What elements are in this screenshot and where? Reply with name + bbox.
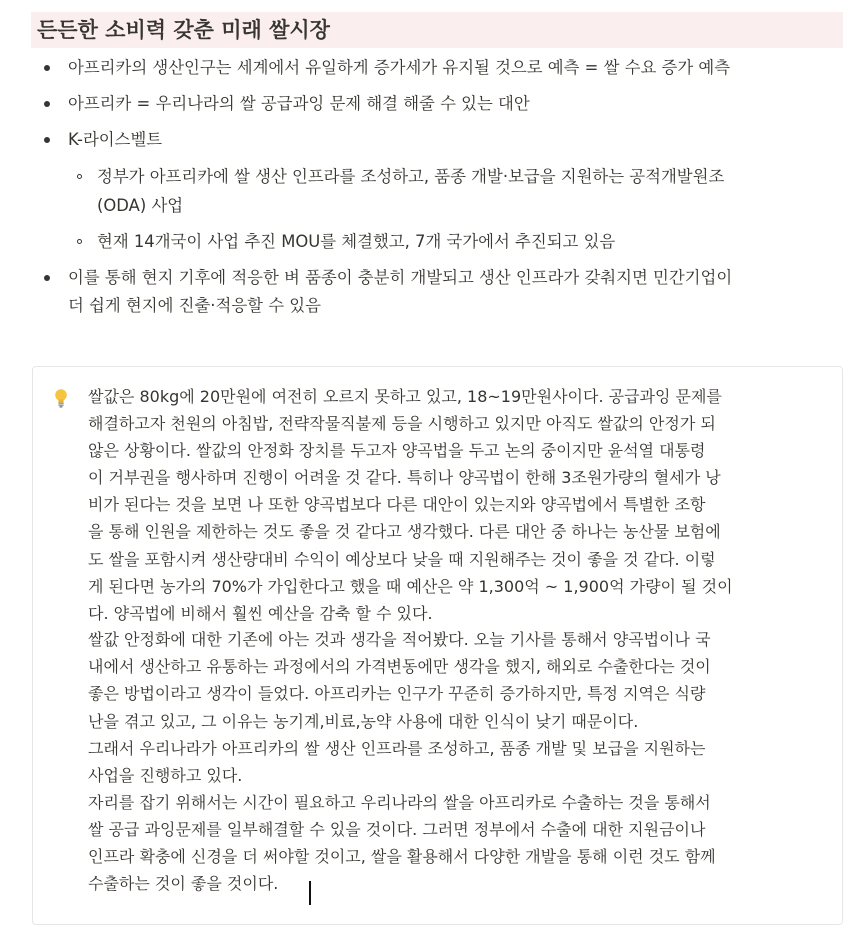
callout-text-line: 이 거부권을 행사하며 진행이 어려울 것 같다. 특히나 양곡법이 한해 3조원가량의 혈세가 낭 — [88, 468, 721, 487]
callout-text-line: 난을 겪고 있고, 그 이유는 농기계,비료,농약 사용에 대한 인식이 낮기 때문이다. — [88, 712, 639, 731]
list-item[interactable]: 아프리카 = 우리나라의 쌀 공급과잉 문제 해결 해줄 수 있는 대안 — [68, 94, 530, 113]
section-heading[interactable]: 든든한 소비력 갖춘 미래 쌀시장 — [31, 12, 843, 48]
callout-text-line: 자리를 잡기 위해서는 시간이 필요하고 우리나라의 쌀을 아프리카로 수출하는 것을 통해서 — [88, 793, 711, 812]
callout-text-line: 게 된다면 농가의 70%가 가입한다고 했을 때 예산은 약 1,300억 ~ 1,900억 가량이 될 것이 — [88, 577, 733, 596]
sub-list-item[interactable]: 현재 14개국이 사업 추진 MOU를 체결했고, 7개 국가에서 추진되고 있음 — [97, 232, 616, 251]
callout-text-line: 그래서 우리나라가 아프리카의 쌀 생산 인프라를 조성하고, 품종 개발 및 보급을 지원하는 — [88, 739, 706, 758]
callout-text-line: 비가 된다는 것을 보면 나 또한 양곡법보다 다른 대안이 있는지와 양곡법에서 특별한 조항 — [88, 495, 706, 514]
sub-list-item[interactable]: 정부가 아프리카에 쌀 생산 인프라를 조성하고, 품종 개발·보급을 지원하는 공적개발원조 — [97, 167, 725, 186]
bullet-circle-icon — [77, 239, 82, 244]
bullet-disc-icon — [44, 65, 50, 71]
list-item[interactable]: 아프리카의 생산인구는 세계에서 유일하게 증가세가 유지될 것으로 예측 = 쌀 수요 증가 예측 — [68, 58, 731, 77]
callout-text-line: 도 쌀을 포함시켜 생산량대비 수익이 예상보다 낮을 때 지원해주는 것이 좋을 것 같다. 이렇 — [88, 550, 716, 569]
bullet-circle-icon — [77, 174, 82, 179]
callout-text-line: 사업을 진행하고 있다. — [88, 766, 243, 785]
lightbulb-icon — [54, 388, 68, 408]
callout-text-line: 쌀 공급 과잉문제를 일부해결할 수 있을 것이다. 그러면 정부에서 수출에 대한 지원금이나 — [88, 820, 706, 839]
text-cursor[interactable] — [309, 881, 311, 905]
bullet-disc-icon — [44, 275, 50, 281]
callout-text-line: 수출하는 것이 좋을 것이다. — [88, 874, 279, 893]
bullet-disc-icon — [44, 101, 50, 107]
callout-text-line: 다. 양곡법에 비해서 훨씬 예산을 감축 할 수 있다. — [88, 604, 433, 623]
callout-text-line: 않은 상황이다. 쌀값의 안정화 장치를 두고자 양곡법을 두고 논의 중이지만 윤석열 대통령 — [88, 441, 706, 460]
callout-text-line: 좋은 방법이라고 생각이 들었다. 아프리카는 인구가 꾸준히 증가하지만, 특정 지역은 식량 — [88, 684, 706, 703]
list-item[interactable]: 이를 통해 현지 기후에 적응한 벼 품종이 충분히 개발되고 생산 인프라가 갖춰지면 민간기업이 — [68, 268, 733, 287]
list-item-continuation[interactable]: 더 쉽게 현지에 진출·적응할 수 있음 — [68, 296, 321, 315]
list-item[interactable]: K-라이스벨트 — [68, 130, 163, 149]
callout-text-line: 을 통해 인원을 제한하는 것도 좋을 것 같다고 생각했다. 다른 대안 중 하나는 농산물 보험에 — [88, 522, 721, 541]
callout-text-line: 쌀값은 80kg에 20만원에 여전히 오르지 못하고 있고, 18~19만원사이다. 공급과잉 문제를 — [88, 387, 722, 406]
bullet-disc-icon — [44, 137, 50, 143]
callout-text-line: 인프라 확충에 신경을 더 써야할 것이고, 쌀을 활용해서 다양한 개발을 통해 이런 것도 함께 — [88, 847, 716, 866]
sub-list-item-continuation[interactable]: (ODA) 사업 — [97, 196, 184, 215]
callout-text-line: 쌀값 안정화에 대한 기존에 아는 것과 생각을 적어봤다. 오늘 기사를 통해서 양곡법이나 국 — [88, 630, 711, 649]
callout-text-line: 내에서 생산하고 유통하는 과정에서의 가격변동에만 생각을 했지, 해외로 수출한다는 것이 — [88, 657, 711, 676]
callout-text-line: 해결하고자 천원의 아침밥, 전략작물직불제 등을 시행하고 있지만 아직도 쌀값의 안정가 되 — [88, 414, 716, 433]
